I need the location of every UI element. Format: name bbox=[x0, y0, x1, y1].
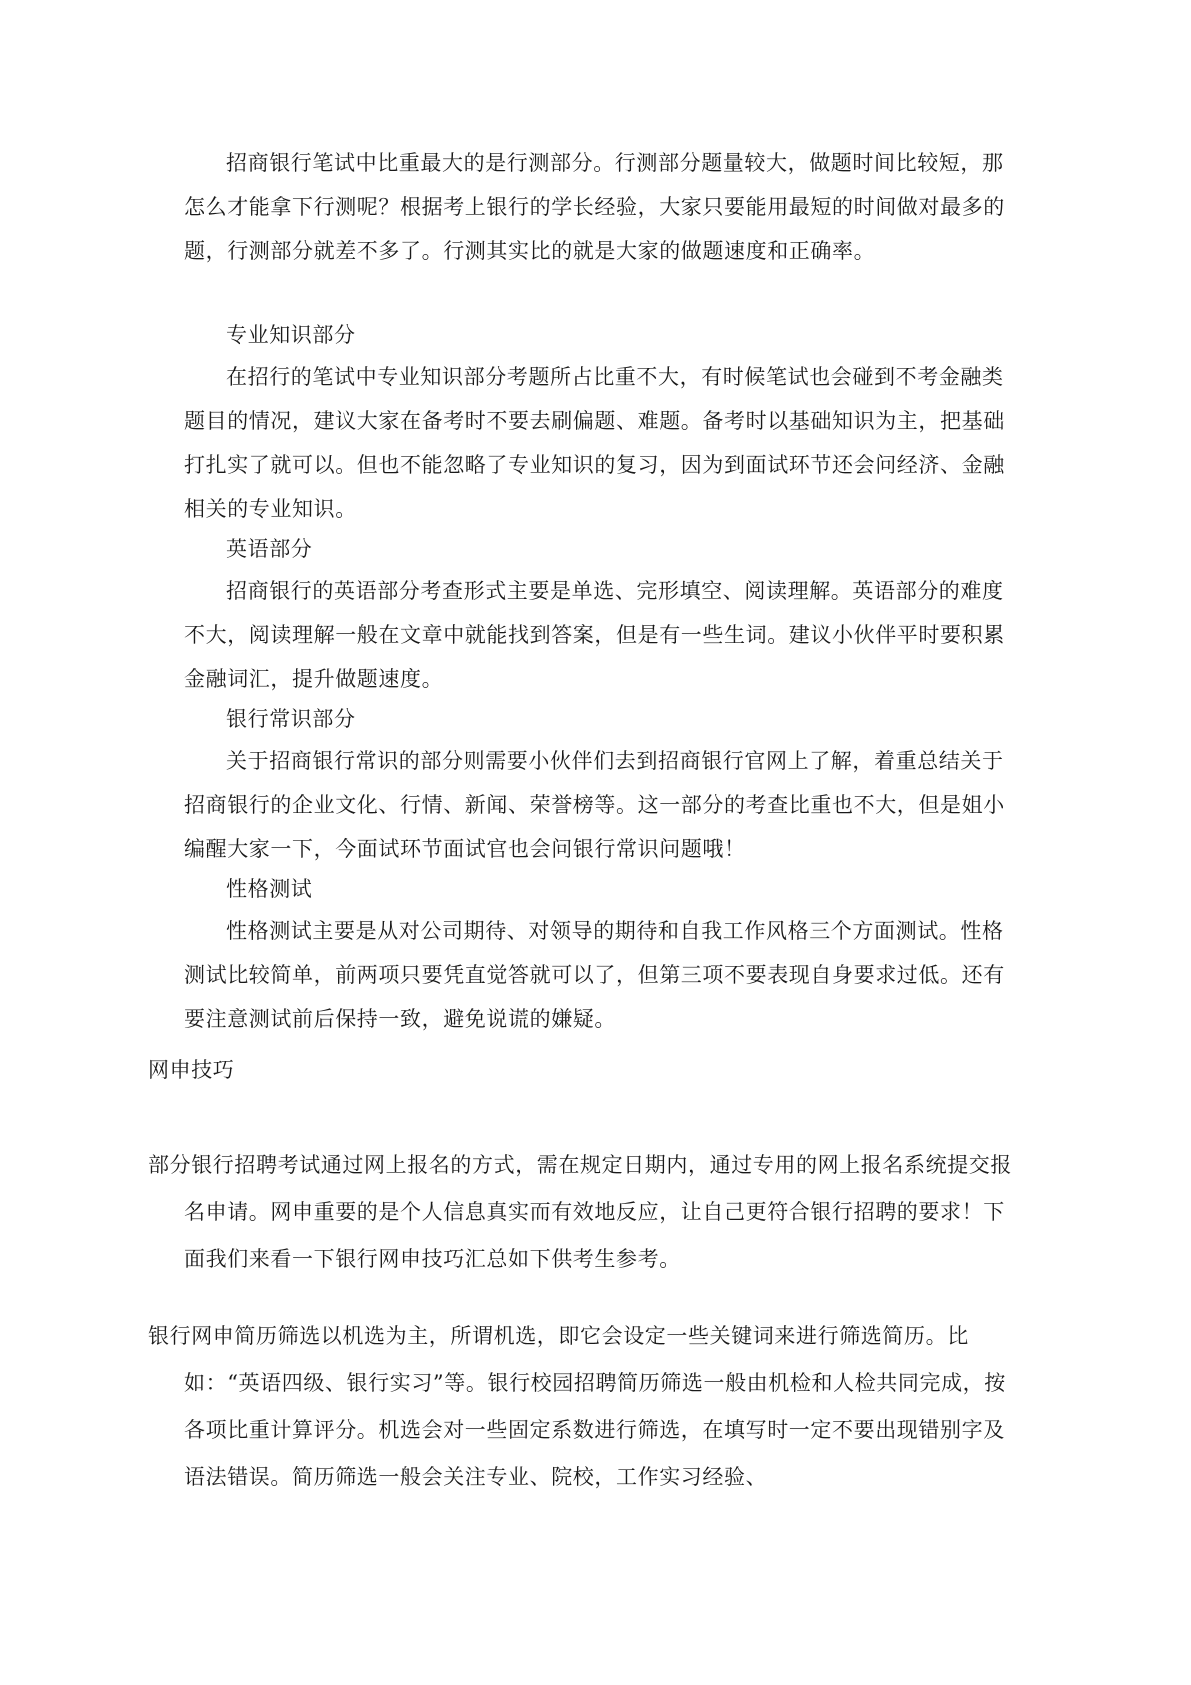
paragraph-bank-knowledge: 关于招商银行常识的部分则需要小伙伴们去到招商银行官网上了解，着重总结关于招商银行的企业文化、行情、新闻、荣誉榜等。这一部分的考查比重也不大，但是姐小编醒大家一下，今面试环节面试官也会问银行常识问题哦！ bbox=[184, 749, 1005, 861]
heading-professional-knowledge: 专业知识部分 bbox=[226, 323, 356, 347]
heading-personality-test: 性格测试 bbox=[226, 877, 313, 901]
heading-bank-knowledge: 银行常识部分 bbox=[226, 707, 356, 731]
paragraph-english: 招商银行的英语部分考查形式主要是单选、完形填空、阅读理解。英语部分的难度不大，阅读理解一般在文章中就能找到答案，但是有一些生词。建议小伙伴平时要积累金融词汇，提升做题速度。 bbox=[184, 579, 1005, 691]
paragraph-resume-screening: 银行网申简历筛选以机选为主，所谓机选，即它会设定一些关键词来进行筛选简历。比如：“英语四级、银行实习”等。银行校园招聘简历筛选一般由机检和人检共同完成，按各项比重计算评分。机选会对一些固定系数进行筛选，在填写时一定不要出现错别字及语法错误。简历筛选一般会关注专业、院校，工作实习经验、 bbox=[148, 1324, 1006, 1489]
paragraph-online-application-intro: 部分银行招聘考试通过网上报名的方式，需在规定日期内，通过专用的网上报名系统提交报名申请。网申重要的是个人信息真实而有效地反应，让自己更符合银行招聘的要求！下面我们来看一下银行网申技巧汇总如下供考生参考。 bbox=[148, 1153, 1012, 1271]
heading-english: 英语部分 bbox=[226, 537, 313, 561]
paragraph-professional-knowledge: 在招行的笔试中专业知识部分考题所占比重不大，有时候笔试也会碰到不考金融类题目的情况，建议大家在备考时不要去刷偏题、难题。备考时以基础知识为主，把基础打扎实了就可以。但也不能忽略了专业知识的复习，因为到面试环节还会问经济、金融相关的专业知识。 bbox=[184, 365, 1005, 521]
paragraph-personality-test: 性格测试主要是从对公司期待、对领导的期待和自我工作风格三个方面测试。性格测试比较简单，前两项只要凭直觉答就可以了，但第三项不要表现自身要求过低。还有要注意测试前后保持一致，避免说谎的嫌疑。 bbox=[184, 919, 1005, 1031]
section-title-online-application: 网申技巧 bbox=[148, 1058, 235, 1082]
paragraph-written-test-aptitude: 招商银行笔试中比重最大的是行测部分。行测部分题量较大，做题时间比较短，那怎么才能拿下行测呢？根据考上银行的学长经验，大家只要能用最短的时间做对最多的题，行测部分就差不多了。行测其实比的就是大家的做题速度和正确率。 bbox=[184, 151, 1005, 263]
